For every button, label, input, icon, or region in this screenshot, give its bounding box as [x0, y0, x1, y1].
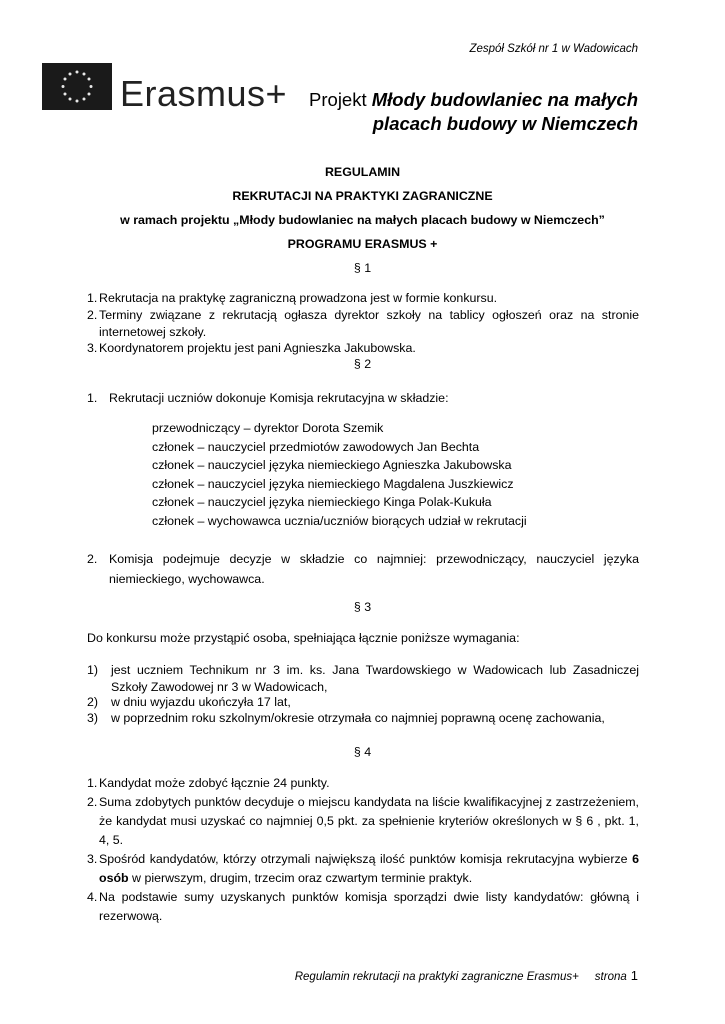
list-item: 3. Koordynatorem projektu jest pani Agnieszka Jakubowska. — [87, 341, 416, 355]
commission-member: członek – nauczyciel języka niemieckiego Kinga Polak-Kukuła — [152, 495, 492, 509]
section-3-sign: § 3 — [353, 600, 372, 614]
section-3-intro: Do konkursu może przystąpić osoba, spełniająca łącznie poniższe wymagania: — [87, 631, 520, 645]
project-title: Projekt Młody budowlaniec na małych placach budowy w Niemczech — [309, 89, 638, 134]
eu-stars-icon — [42, 63, 112, 110]
doc-programme: PROGRAMU ERASMUS + — [287, 237, 438, 251]
doc-title: REGULAMIN — [324, 165, 401, 179]
list-item: 1. Rekrutacja na praktykę zagraniczną prowadzona jest w formie konkursu. — [87, 291, 498, 305]
commission-member: członek – nauczyciel języka niemieckiego Agnieszka Jakubowska — [152, 458, 512, 472]
commission-member: członek – nauczyciel przedmiotów zawodowych Jan Bechta — [152, 439, 480, 454]
page-number: 1 — [630, 968, 638, 983]
commission-member: członek – wychowawca ucznia/uczniów biorących udział w rekrutacji — [152, 513, 527, 528]
list-item: 1. Kandydat może zdobyć łącznie 24 punkty. — [87, 776, 330, 790]
list-item: 2. Suma zdobytych punktów decyduje o miejscu kandydata na liście kwalifikacyjnej z zastrzeżeniem, że kandydat musi uzyskać co najmniej 0,5 pkt. za spełnienie kryteriów określonych w § 6 , pkt. 1, 4, 5. — [87, 795, 639, 847]
list-item: 1. Rekrutacji uczniów dokonuje Komisja rekrutacyjna w składzie: — [87, 391, 449, 405]
section-1-sign: § 1 — [353, 261, 372, 275]
page-footer: Regulamin rekrutacji na praktyki zagraniczne Erasmus+ strona 1 — [294, 968, 638, 983]
eu-flag-logo — [42, 63, 112, 110]
commission-member: przewodniczący – dyrektor Dorota Szemik — [152, 421, 384, 435]
list-item: 4. Na podstawie sumy uzyskanych punktów komisja sporządzi dwie listy kandydatów: główną i rezerwową. — [87, 890, 639, 923]
section-4-sign: § 4 — [353, 745, 372, 759]
list-item: 3) w poprzednim roku szkolnym/okresie otrzymała co najmniej poprawną ocenę zachowania, — [87, 711, 605, 725]
list-item: 2. Komisja podejmuje decyzje w składzie co najmniej: przewodniczący, nauczyciel języka niemieckiego, wychowawca. — [87, 552, 639, 586]
list-item: 2) w dniu wyjazdu ukończyła 17 lat, — [87, 695, 291, 709]
doc-subtitle: REKRUTACJI NA PRAKTYKI ZAGRANICZNE — [232, 189, 493, 203]
school-name: Zespół Szkół nr 1 w Wadowicach — [469, 43, 638, 55]
section-2-sign: § 2 — [353, 357, 372, 371]
commission-members — [152, 419, 527, 530]
list-item: 1) jest uczniem Technikum nr 3 im. ks. Jana Twardowskiego w Wadowicach lub Zasadniczej Szkoły Zawodowej nr 3 w Wadowicach, — [87, 663, 639, 694]
commission-member: członek – nauczyciel języka niemieckiego Magdalena Juszkiewicz — [152, 476, 514, 491]
erasmus-logo-text: Erasmus+ — [120, 73, 288, 114]
doc-project-line: w ramach projektu „Młody budowlaniec na małych placach budowy w Niemczech” — [120, 213, 605, 227]
list-item: 2. Terminy związane z rekrutacją ogłasza dyrektor szkoły na tablicy ogłoszeń oraz na stronie internetowej szkoły. — [87, 308, 639, 339]
list-item: 3. Spośród kandydatów, którzy otrzymali największą ilość punktów komisja rekrutacyjna wybierze 6 osób w pierwszym, drugim, trzecim oraz czwartym terminie praktyk. — [87, 852, 639, 885]
